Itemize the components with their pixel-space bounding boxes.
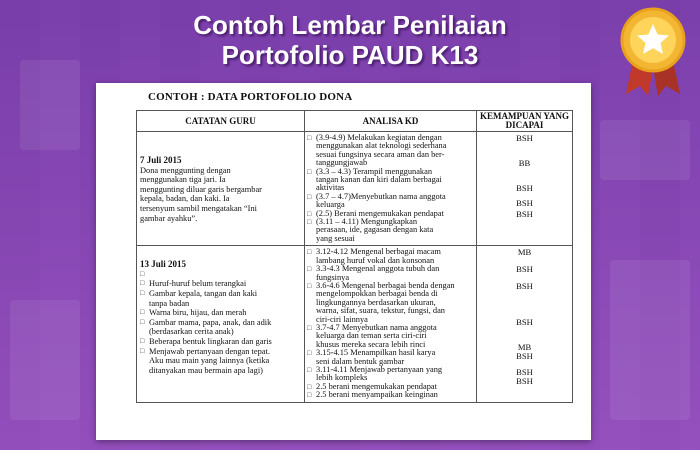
checkbox-icon: □ bbox=[307, 209, 312, 218]
note-line: gambar ayahku”. bbox=[140, 213, 198, 223]
note-line: Gambar mama, papa, anak, dan adik bbox=[149, 317, 272, 327]
teacher-note-cell bbox=[137, 246, 305, 402]
note-line: tersenyum sambil mengatakan “Ini bbox=[140, 203, 257, 213]
note-line: menggunakan tiga jari. Ia bbox=[140, 175, 226, 185]
title-line-2: Portofolio PAUD K13 bbox=[221, 40, 479, 70]
score-value: BSH bbox=[516, 198, 533, 208]
background-shape bbox=[610, 260, 690, 420]
checkbox-icon: □ bbox=[140, 337, 145, 346]
checkbox-icon: □ bbox=[140, 279, 145, 288]
checkbox-icon: □ bbox=[307, 391, 312, 400]
note-line: Aku mau main yang lainnya (ketika bbox=[149, 356, 270, 366]
checkbox-icon: □ bbox=[140, 269, 145, 278]
checkbox-icon: □ bbox=[140, 317, 145, 326]
score-value: BSH bbox=[516, 351, 533, 362]
table-header-row bbox=[137, 111, 573, 132]
column-header: ANALISA KD bbox=[305, 111, 477, 132]
score-cell bbox=[477, 246, 573, 402]
kd-item: □ 3.11-4.11 Menjawab pertanyaan yang bbox=[307, 364, 443, 374]
column-header: KEMAMPUAN YANG DICAPAI bbox=[477, 111, 573, 132]
score-value: BB bbox=[518, 158, 531, 168]
checkbox-icon: □ bbox=[307, 134, 312, 142]
note-line: Menjawab pertanyaan dengan tepat. bbox=[149, 346, 270, 356]
checkbox-icon: □ bbox=[140, 346, 145, 355]
score-cell bbox=[477, 132, 573, 246]
score-value: BSH bbox=[516, 209, 533, 219]
checkbox-icon: □ bbox=[307, 192, 312, 201]
kd-item: □ (2.5) Berani mengemukakan pendapat bbox=[307, 208, 444, 218]
checkbox-icon: □ bbox=[140, 289, 145, 298]
kd-analysis-cell: □ 3.12-4.12 Mengenal berbagai macam lambang huruf vokal dan konsonan □ 3.3-4.3 Mengenal anggota tubuh dan fungsinya □ 3.6-4.6 Mengenal berbagai benda dengan mengelompokkan berbagai benda di lingkungannya berdasarkan ukuran, warna, sifat, suara, tekstur, fungsi, dan ciri-ciri lainnya □ 3.7-4.7 Menyebutkan nama anggota keluarga dan teman serta ciri-ciri khusus mereka secara lebih rinci □ 3.15-4.15 Menampilkan hasil karya seni dalam bentuk gambar □ 3.11-4.11 Menjawab pertanyaan yang lebih kompleks □ 2.5 berani mengemukakan pendapat □ 2.5 berani menyampaikan keinginan bbox=[305, 246, 477, 402]
kd-item: □ (3.11 – 4.11) Mengungkapkan bbox=[307, 217, 418, 227]
kd-item: □ (3.9-4.9) Melakukan kegiatan dengan bbox=[307, 133, 442, 142]
kd-item: □ 3.6-4.6 Mengenal berbagai benda dengan bbox=[307, 280, 455, 290]
checkbox-icon: □ bbox=[307, 265, 312, 274]
checkbox-icon: □ bbox=[307, 167, 312, 176]
checkbox-icon: □ bbox=[307, 323, 312, 332]
note-line: Gambar kepala, tangan dan kaki bbox=[149, 289, 258, 299]
checkbox-icon: □ bbox=[140, 308, 145, 317]
score-value: BSH bbox=[516, 281, 533, 292]
score-value: BSH bbox=[516, 264, 533, 275]
title-line-1: Contoh Lembar Penilaian bbox=[193, 10, 507, 40]
checkbox-icon: □ bbox=[307, 365, 312, 374]
background-shape bbox=[20, 60, 80, 150]
note-line: ditanyakan mau bermain apa lagi) bbox=[149, 365, 263, 375]
note-line: Dona menggunting dengan bbox=[140, 165, 231, 175]
table-row bbox=[137, 246, 573, 402]
score-value: MB bbox=[517, 342, 532, 353]
kd-item: □ 3.12-4.12 Mengenal berbagai macam bbox=[307, 247, 441, 257]
note-line: menggunting diluar garis bergambar bbox=[140, 184, 262, 194]
checkbox-icon: □ bbox=[307, 382, 312, 391]
note-line: Beberapa bentuk lingkaran dan garis bbox=[149, 337, 272, 347]
checkbox-icon: □ bbox=[307, 248, 312, 257]
checkbox-icon: □ bbox=[307, 281, 312, 290]
score-value: BSH bbox=[516, 133, 533, 143]
note-line: kepala, badan, dan kaki. Ia bbox=[140, 194, 230, 204]
kd-analysis-cell: □ (3.9-4.9) Melakukan kegiatan dengan menggunakan alat teknologi sederhana sesuai fungsinya secara aman dan ber- tanggungjawab □ (3.3 – 4.3) Terampil menggunakan tangan kanan dan kiri dalam berbagai aktivitas □ (3.7 – 4.7)Menyebutkan nama anggota keluarga □ (2.5) Berani mengemukakan pendapat □ (3.11 – 4.11) Mengungkapkan perasaan, ide, gagasan dengan kata yang sesuai bbox=[305, 132, 477, 246]
score-value: MB bbox=[517, 247, 532, 258]
note-line: tanpa badan bbox=[149, 298, 190, 308]
entry-date: 7 Juli 2015 bbox=[140, 155, 182, 165]
column-header: CATATAN GURU bbox=[137, 111, 305, 132]
background-shape bbox=[600, 120, 690, 180]
document-heading: CONTOH : DATA PORTOFOLIO DONA bbox=[148, 91, 353, 103]
kd-item: □ 3.7-4.7 Menyebutkan nama anggota bbox=[307, 322, 437, 332]
kd-item: □ 3.3-4.3 Mengenal anggota tubuh dan bbox=[307, 264, 440, 274]
checkbox-icon: □ bbox=[307, 218, 312, 227]
background-shape bbox=[10, 300, 80, 420]
portfolio-table bbox=[136, 110, 573, 403]
note-line: Huruf-huruf belum terangkai bbox=[149, 279, 247, 289]
score-value: BSH bbox=[516, 376, 533, 387]
award-badge bbox=[612, 6, 694, 98]
score-value: BSH bbox=[516, 317, 533, 328]
entry-date: 13 Juli 2015 bbox=[140, 259, 187, 270]
kd-item: □ 3.15-4.15 Menampilkan hasil karya bbox=[307, 348, 436, 358]
checkbox-icon: □ bbox=[307, 349, 312, 358]
page-title bbox=[0, 10, 700, 70]
note-line: (berdasarkan cerita anak) bbox=[149, 327, 234, 337]
teacher-note-cell bbox=[137, 132, 305, 246]
kd-item: □ (3.3 – 4.3) Terampil menggunakan bbox=[307, 166, 433, 176]
kd-item: □ 2.5 berani mengemukakan pendapat bbox=[307, 381, 437, 391]
score-value: BSH bbox=[516, 367, 533, 378]
kd-item: □ 2.5 berani menyampaikan keinginan bbox=[307, 390, 438, 400]
table-row bbox=[137, 132, 573, 246]
portfolio-document bbox=[96, 83, 591, 440]
kd-item: □ (3.7 – 4.7)Menyebutkan nama anggota bbox=[307, 191, 446, 201]
note-line: Warna biru, hijau, dan merah bbox=[149, 308, 247, 318]
score-value: BSH bbox=[516, 183, 533, 193]
